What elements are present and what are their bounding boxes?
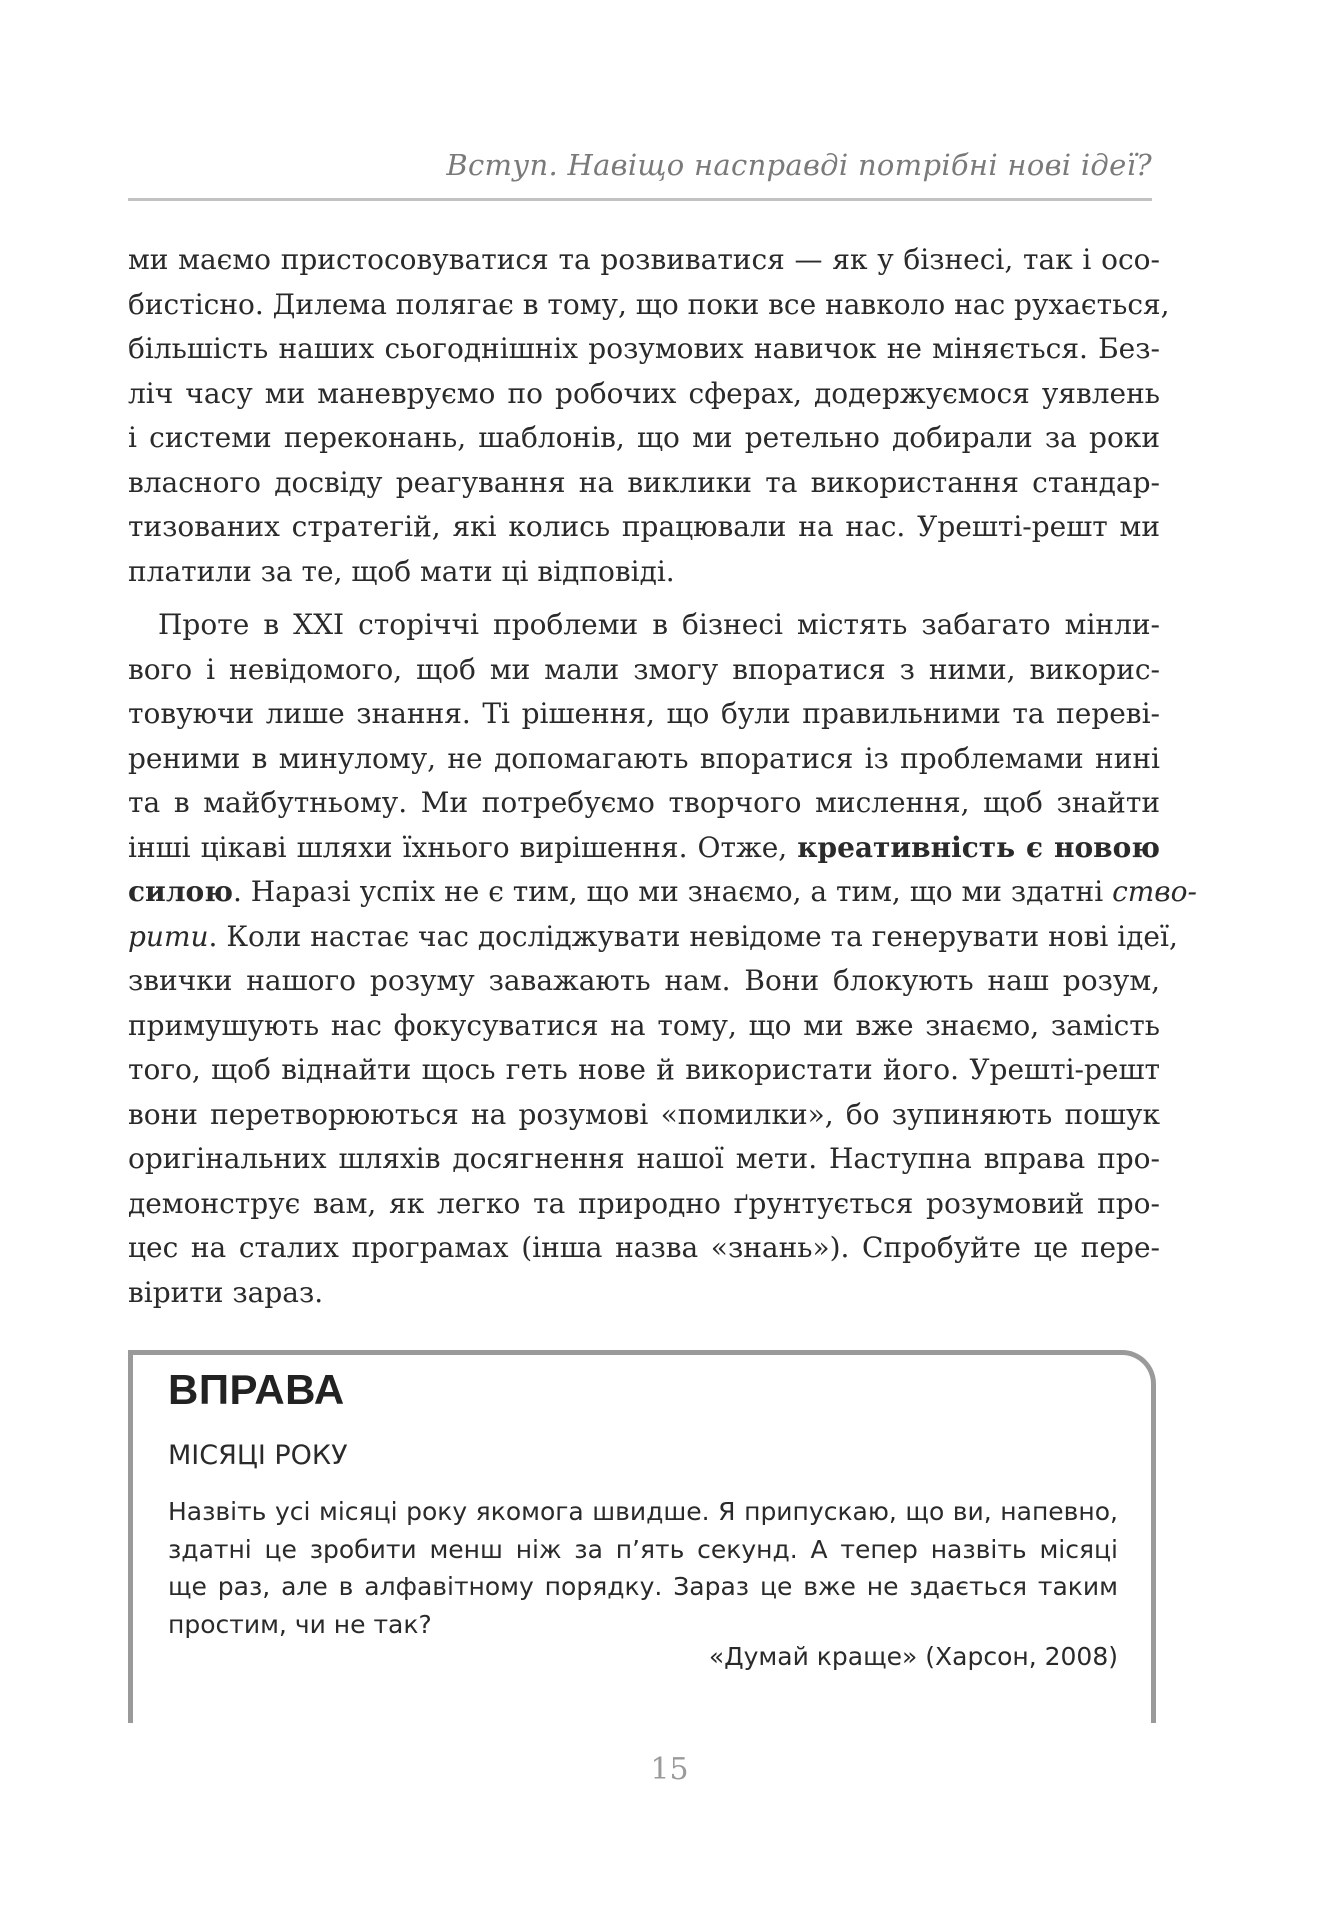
text-line: і системи переконань, шаблонів, що ми ретельно добирали за роки bbox=[128, 421, 1160, 454]
text-line: товуючи лише знання. Ті рішення, що були правильними та переві- bbox=[128, 697, 1160, 730]
emphasis-bold: креативність є новою bbox=[797, 830, 1160, 864]
text-line: тизованих стратегій, які колись працювали на нас. Урешті-решт ми bbox=[128, 510, 1160, 543]
text-line: того, щоб віднайти щось геть нове й використати його. Урешті-решт bbox=[128, 1053, 1160, 1086]
exercise-line: здатні це зробити менш ніж за п’ять секунд. А тепер назвіть місяці bbox=[168, 1534, 1118, 1564]
text-line: оригінальних шляхів досягнення нашої мети. Наступна вправа про- bbox=[128, 1142, 1160, 1175]
emphasis-bold: силою bbox=[128, 875, 233, 908]
text-line bbox=[128, 870, 1197, 915]
text-line: більшість наших сьогоднішніх розумових навичок не міняється. Без- bbox=[128, 332, 1160, 365]
text-line: демонструє вам, як легко та природно ґрунтується розумовий про- bbox=[128, 1186, 1160, 1220]
exercise-source: «Думай краще» (Харсон, 2008) bbox=[708, 1642, 1118, 1671]
text-segment: інші цікаві шляхи їхнього вирішення. Отже, bbox=[128, 830, 798, 864]
text-line: бистісно. Дилема полягає в тому, що поки все навколо нас рухається, bbox=[128, 287, 1170, 321]
text-line: ми маємо пристосовуватися та розвиватися — як у бізнесі, так і осо- bbox=[128, 243, 1160, 276]
text-line: та в майбутньому. Ми потребуємо творчого мислення, щоб знайти bbox=[128, 786, 1160, 819]
text-line: цес на сталих програмах (інша назва «знань»). Спробуйте це пере- bbox=[128, 1231, 1160, 1264]
exercise-title: ВПРАВА bbox=[168, 1366, 345, 1413]
body-text bbox=[128, 238, 1197, 1315]
text-line: звички нашого розуму заважають нам. Вони блокують наш розум, bbox=[128, 964, 1160, 997]
text-line: вони перетворюються на розумові «помилки», бо зупиняють пошук bbox=[128, 1097, 1160, 1131]
text-line: вірити зараз. bbox=[128, 1275, 324, 1309]
running-header: Вступ. Навіщо насправді потрібні нові ідеї? bbox=[446, 148, 1152, 182]
text-line: платили за те, щоб мати ці відповіді. bbox=[128, 554, 675, 588]
text-segment: . Коли настає час досліджувати невідоме та генерувати нові ідеї, bbox=[208, 919, 1178, 953]
header-rule bbox=[128, 198, 1152, 201]
exercise-subtitle: МІСЯЦІ РОКУ bbox=[168, 1440, 348, 1471]
exercise-text bbox=[168, 1493, 1118, 1643]
exercise-line: простим, чи не так? bbox=[168, 1609, 432, 1639]
text-segment: . Наразі успіх не є тим, що ми знаємо, а тим, що ми здатні bbox=[232, 875, 1113, 908]
paragraph-1 bbox=[128, 238, 1170, 594]
exercise-line: ще раз, але в алфавітному порядку. Зараз це вже не здається таким bbox=[168, 1572, 1118, 1601]
text-line: Проте в XXI сторіччі проблеми в бізнесі містять забагато мінли- bbox=[158, 608, 1160, 641]
text-line: ліч часу ми маневруємо по робочих сферах, додержуємося уявлень bbox=[128, 376, 1160, 410]
emphasis-italic: ство- bbox=[1112, 875, 1197, 908]
text-line: вого і невідомого, щоб ми мали змогу впоратися з ними, викорис- bbox=[128, 652, 1160, 686]
text-line: реними в минулому, не допомагають впоратися із проблемами нині bbox=[128, 741, 1160, 775]
text-line: примушують нас фокусуватися на тому, що ми вже знаємо, замість bbox=[128, 1008, 1160, 1042]
emphasis-italic: рити bbox=[128, 919, 209, 953]
text-line: власного досвіду реагування на виклики та використання стандар- bbox=[128, 465, 1160, 499]
text-line bbox=[128, 915, 1178, 960]
exercise-line: Назвіть усі місяці року якомога швидше. Я припускаю, що ви, напевно, bbox=[168, 1497, 1118, 1526]
paragraph-2 bbox=[128, 603, 1197, 1315]
text-line bbox=[128, 826, 1160, 871]
page-number: 15 bbox=[650, 1752, 689, 1787]
